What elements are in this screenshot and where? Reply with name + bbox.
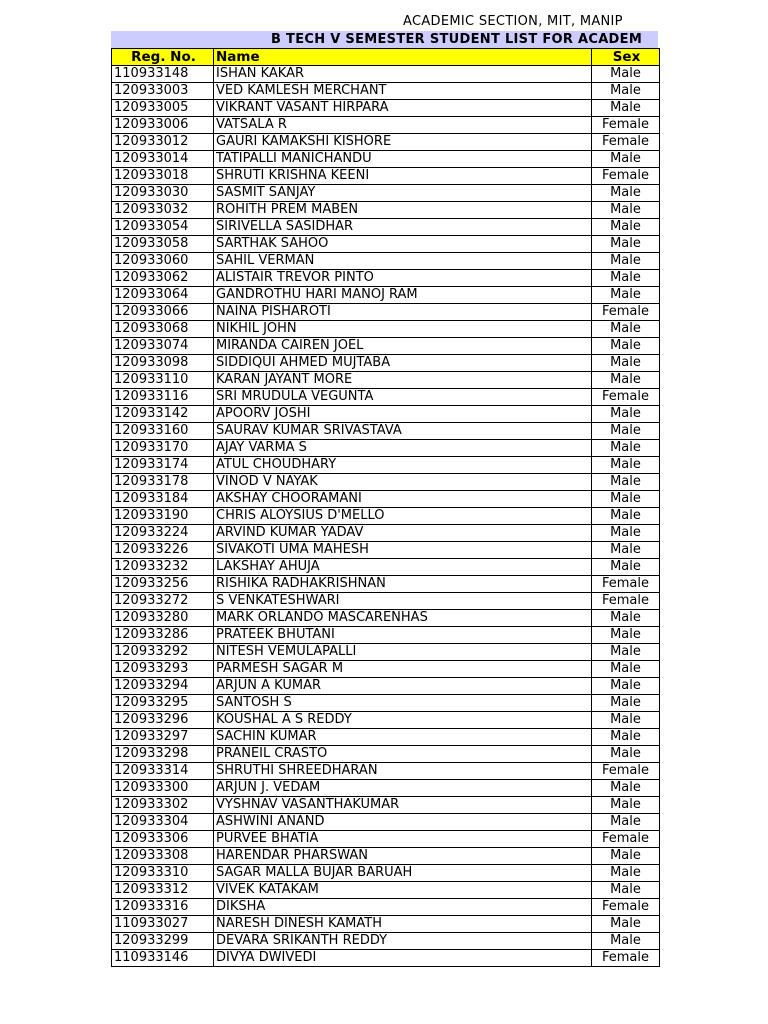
- sex-cell: Male: [592, 712, 660, 729]
- name-cell: SANTOSH S: [214, 695, 592, 712]
- sex-cell: Male: [592, 185, 660, 202]
- reg-no-cell: 120933280: [112, 610, 214, 627]
- sex-cell: Female: [592, 168, 660, 185]
- reg-no-cell: 120933014: [112, 151, 214, 168]
- table-row: [112, 644, 660, 661]
- header-row: [112, 49, 660, 66]
- reg-no-cell: 120933297: [112, 729, 214, 746]
- reg-no-cell: 120933116: [112, 389, 214, 406]
- name-cell: SIDDIQUI AHMED MUJTABA: [214, 355, 592, 372]
- table-row: [112, 338, 660, 355]
- sex-cell: Female: [592, 831, 660, 848]
- table-row: [112, 746, 660, 763]
- name-cell: GAURI KAMAKSHI KISHORE: [214, 134, 592, 151]
- table-row: [112, 168, 660, 185]
- reg-no-cell: 120933299: [112, 933, 214, 950]
- name-cell: ALISTAIR TREVOR PINTO: [214, 270, 592, 287]
- table-row: [112, 831, 660, 848]
- sex-cell: Male: [592, 338, 660, 355]
- sex-cell: Male: [592, 423, 660, 440]
- name-cell: VED KAMLESH MERCHANT: [214, 83, 592, 100]
- table-row: [112, 780, 660, 797]
- sex-cell: Male: [592, 729, 660, 746]
- name-cell: NARESH DINESH KAMATH: [214, 916, 592, 933]
- table-row: [112, 933, 660, 950]
- reg-no-cell: 120933293: [112, 661, 214, 678]
- name-cell: RISHIKA RADHAKRISHNAN: [214, 576, 592, 593]
- reg-no-cell: 120933296: [112, 712, 214, 729]
- name-cell: ARJUN J. VEDAM: [214, 780, 592, 797]
- table-row: [112, 474, 660, 491]
- sex-cell: Male: [592, 678, 660, 695]
- table-row: [112, 185, 660, 202]
- name-cell: SAGAR MALLA BUJAR BARUAH: [214, 865, 592, 882]
- table-row: [112, 491, 660, 508]
- name-cell: DIVYA DWIVEDI: [214, 950, 592, 967]
- sex-cell: Female: [592, 576, 660, 593]
- reg-no-cell: 120933306: [112, 831, 214, 848]
- name-cell: PURVEE BHATIA: [214, 831, 592, 848]
- reg-no-cell: 120933300: [112, 780, 214, 797]
- sex-cell: Male: [592, 559, 660, 576]
- sex-cell: Male: [592, 797, 660, 814]
- sex-cell: Male: [592, 321, 660, 338]
- sex-cell: Male: [592, 202, 660, 219]
- name-cell: VYSHNAV VASANTHAKUMAR: [214, 797, 592, 814]
- sex-cell: Female: [592, 593, 660, 610]
- reg-no-cell: 120933054: [112, 219, 214, 236]
- sex-cell: Male: [592, 372, 660, 389]
- sex-cell: Male: [592, 287, 660, 304]
- table-row: [112, 151, 660, 168]
- reg-no-cell: 120933298: [112, 746, 214, 763]
- name-cell: PARMESH SAGAR M: [214, 661, 592, 678]
- name-cell: TATIPALLI MANICHANDU: [214, 151, 592, 168]
- reg-no-cell: 120933294: [112, 678, 214, 695]
- table-row: [112, 542, 660, 559]
- name-cell: VINOD V NAYAK: [214, 474, 592, 491]
- sex-cell: Male: [592, 355, 660, 372]
- reg-no-cell: 120933224: [112, 525, 214, 542]
- name-cell: S VENKATESHWARI: [214, 593, 592, 610]
- table-row: [112, 678, 660, 695]
- sex-cell: Male: [592, 491, 660, 508]
- sex-cell: Male: [592, 474, 660, 491]
- sex-cell: Female: [592, 899, 660, 916]
- name-cell: VATSALA R: [214, 117, 592, 134]
- sex-cell: Male: [592, 151, 660, 168]
- reg-no-cell: 120933184: [112, 491, 214, 508]
- reg-no-cell: 120933012: [112, 134, 214, 151]
- name-cell: LAKSHAY AHUJA: [214, 559, 592, 576]
- reg-no-cell: 120933286: [112, 627, 214, 644]
- table-row: [112, 117, 660, 134]
- table-row: [112, 899, 660, 916]
- table-body: [112, 66, 660, 967]
- name-cell: DEVARA SRIKANTH REDDY: [214, 933, 592, 950]
- sex-cell: Male: [592, 219, 660, 236]
- reg-no-cell: 120933003: [112, 83, 214, 100]
- reg-no-cell: 120933304: [112, 814, 214, 831]
- table-row: [112, 100, 660, 117]
- table-row: [112, 134, 660, 151]
- sex-cell: Female: [592, 389, 660, 406]
- name-cell: SASMIT SANJAY: [214, 185, 592, 202]
- name-cell: SHRUTHI SHREEDHARAN: [214, 763, 592, 780]
- table-row: [112, 865, 660, 882]
- sex-cell: Female: [592, 763, 660, 780]
- name-cell: AKSHAY CHOORAMANI: [214, 491, 592, 508]
- sex-cell: Male: [592, 406, 660, 423]
- page-subtitle: B TECH V SEMESTER STUDENT LIST FOR ACADEM: [111, 31, 658, 48]
- table-row: [112, 882, 660, 899]
- table-row: [112, 440, 660, 457]
- reg-no-cell: 120933098: [112, 355, 214, 372]
- reg-no-cell: 120933272: [112, 593, 214, 610]
- reg-no-cell: 120933310: [112, 865, 214, 882]
- sex-cell: Male: [592, 661, 660, 678]
- sex-cell: Male: [592, 457, 660, 474]
- sex-cell: Male: [592, 100, 660, 117]
- name-cell: VIKRANT VASANT HIRPARA: [214, 100, 592, 117]
- sex-cell: Male: [592, 525, 660, 542]
- table-row: [112, 389, 660, 406]
- reg-no-cell: 120933226: [112, 542, 214, 559]
- reg-no-cell: 120933142: [112, 406, 214, 423]
- sex-cell: Male: [592, 610, 660, 627]
- reg-no-cell: 120933032: [112, 202, 214, 219]
- sex-cell: Male: [592, 83, 660, 100]
- table-row: [112, 321, 660, 338]
- reg-no-cell: 120933066: [112, 304, 214, 321]
- table-row: [112, 797, 660, 814]
- reg-no-cell: 120933030: [112, 185, 214, 202]
- sex-cell: Male: [592, 933, 660, 950]
- reg-no-cell: 110933148: [112, 66, 214, 83]
- reg-no-cell: 120933314: [112, 763, 214, 780]
- name-cell: ARVIND KUMAR YADAV: [214, 525, 592, 542]
- reg-no-cell: 120933170: [112, 440, 214, 457]
- table-row: [112, 457, 660, 474]
- sex-cell: Male: [592, 508, 660, 525]
- name-cell: MIRANDA CAIREN JOEL: [214, 338, 592, 355]
- reg-no-cell: 120933074: [112, 338, 214, 355]
- reg-no-cell: 120933160: [112, 423, 214, 440]
- name-cell: AJAY VARMA S: [214, 440, 592, 457]
- name-cell: SHRUTI KRISHNA KEENI: [214, 168, 592, 185]
- column-header-name: Name: [214, 49, 592, 66]
- reg-no-cell: 120933060: [112, 253, 214, 270]
- name-cell: KARAN JAYANT MORE: [214, 372, 592, 389]
- name-cell: PRANEIL CRASTO: [214, 746, 592, 763]
- table-row: [112, 372, 660, 389]
- name-cell: ASHWINI ANAND: [214, 814, 592, 831]
- name-cell: ISHAN KAKAR: [214, 66, 592, 83]
- table-row: [112, 729, 660, 746]
- sex-cell: Male: [592, 270, 660, 287]
- name-cell: VIVEK KATAKAM: [214, 882, 592, 899]
- table-row: [112, 508, 660, 525]
- name-cell: MARK ORLANDO MASCARENHAS: [214, 610, 592, 627]
- table-row: [112, 253, 660, 270]
- name-cell: CHRIS ALOYSIUS D'MELLO: [214, 508, 592, 525]
- table-row: [112, 814, 660, 831]
- sex-cell: Male: [592, 780, 660, 797]
- table-row: [112, 593, 660, 610]
- name-cell: SIVAKOTI UMA MAHESH: [214, 542, 592, 559]
- reg-no-cell: 120933068: [112, 321, 214, 338]
- reg-no-cell: 120933178: [112, 474, 214, 491]
- reg-no-cell: 120933064: [112, 287, 214, 304]
- name-cell: SAHIL VERMAN: [214, 253, 592, 270]
- reg-no-cell: 110933027: [112, 916, 214, 933]
- name-cell: APOORV JOSHI: [214, 406, 592, 423]
- page-title: ACADEMIC SECTION, MIT, MANIP: [403, 14, 623, 29]
- student-table: [111, 48, 660, 967]
- table-row: [112, 202, 660, 219]
- reg-no-cell: 110933146: [112, 950, 214, 967]
- sex-cell: Male: [592, 542, 660, 559]
- table-row: [112, 610, 660, 627]
- sex-cell: Male: [592, 440, 660, 457]
- name-cell: NAINA PISHAROTI: [214, 304, 592, 321]
- table-row: [112, 219, 660, 236]
- reg-no-cell: 120933232: [112, 559, 214, 576]
- sex-cell: Male: [592, 814, 660, 831]
- table-row: [112, 304, 660, 321]
- sex-cell: Female: [592, 304, 660, 321]
- sex-cell: Male: [592, 916, 660, 933]
- reg-no-cell: 120933058: [112, 236, 214, 253]
- table-row: [112, 950, 660, 967]
- name-cell: SIRIVELLA SASIDHAR: [214, 219, 592, 236]
- table-row: [112, 916, 660, 933]
- reg-no-cell: 120933190: [112, 508, 214, 525]
- sex-cell: Male: [592, 644, 660, 661]
- sex-cell: Female: [592, 134, 660, 151]
- name-cell: SAURAV KUMAR SRIVASTAVA: [214, 423, 592, 440]
- sex-cell: Male: [592, 695, 660, 712]
- table-row: [112, 661, 660, 678]
- reg-no-cell: 120933006: [112, 117, 214, 134]
- reg-no-cell: 120933292: [112, 644, 214, 661]
- table-row: [112, 627, 660, 644]
- reg-no-cell: 120933174: [112, 457, 214, 474]
- sex-cell: Female: [592, 117, 660, 134]
- table-row: [112, 270, 660, 287]
- reg-no-cell: 120933256: [112, 576, 214, 593]
- name-cell: ARJUN A KUMAR: [214, 678, 592, 695]
- reg-no-cell: 120933302: [112, 797, 214, 814]
- reg-no-cell: 120933062: [112, 270, 214, 287]
- name-cell: HARENDAR PHARSWAN: [214, 848, 592, 865]
- table-row: [112, 406, 660, 423]
- name-cell: SARTHAK SAHOO: [214, 236, 592, 253]
- reg-no-cell: 120933018: [112, 168, 214, 185]
- sex-cell: Male: [592, 746, 660, 763]
- name-cell: ROHITH PREM MABEN: [214, 202, 592, 219]
- table-row: [112, 576, 660, 593]
- table-row: [112, 236, 660, 253]
- reg-no-cell: 120933005: [112, 100, 214, 117]
- sex-cell: Male: [592, 253, 660, 270]
- table-row: [112, 83, 660, 100]
- sex-cell: Male: [592, 865, 660, 882]
- reg-no-cell: 120933308: [112, 848, 214, 865]
- table-row: [112, 712, 660, 729]
- sex-cell: Male: [592, 627, 660, 644]
- name-cell: ATUL CHOUDHARY: [214, 457, 592, 474]
- sex-cell: Male: [592, 882, 660, 899]
- reg-no-cell: 120933312: [112, 882, 214, 899]
- name-cell: NIKHIL JOHN: [214, 321, 592, 338]
- table-row: [112, 66, 660, 83]
- sex-cell: Male: [592, 848, 660, 865]
- table-row: [112, 848, 660, 865]
- name-cell: GANDROTHU HARI MANOJ RAM: [214, 287, 592, 304]
- name-cell: SRI MRUDULA VEGUNTA: [214, 389, 592, 406]
- spreadsheet: [111, 12, 658, 967]
- table-row: [112, 559, 660, 576]
- column-header-reg-no: Reg. No.: [112, 49, 214, 66]
- reg-no-cell: 120933110: [112, 372, 214, 389]
- sex-cell: Female: [592, 950, 660, 967]
- name-cell: DIKSHA: [214, 899, 592, 916]
- table-row: [112, 763, 660, 780]
- name-cell: PRATEEK BHUTANI: [214, 627, 592, 644]
- reg-no-cell: 120933316: [112, 899, 214, 916]
- name-cell: KOUSHAL A S REDDY: [214, 712, 592, 729]
- table-row: [112, 287, 660, 304]
- name-cell: NITESH VEMULAPALLI: [214, 644, 592, 661]
- sex-cell: Male: [592, 236, 660, 253]
- table-row: [112, 355, 660, 372]
- table-row: [112, 423, 660, 440]
- sex-cell: Male: [592, 66, 660, 83]
- column-header-sex: Sex: [592, 49, 660, 66]
- table-row: [112, 525, 660, 542]
- reg-no-cell: 120933295: [112, 695, 214, 712]
- table-row: [112, 695, 660, 712]
- name-cell: SACHIN KUMAR: [214, 729, 592, 746]
